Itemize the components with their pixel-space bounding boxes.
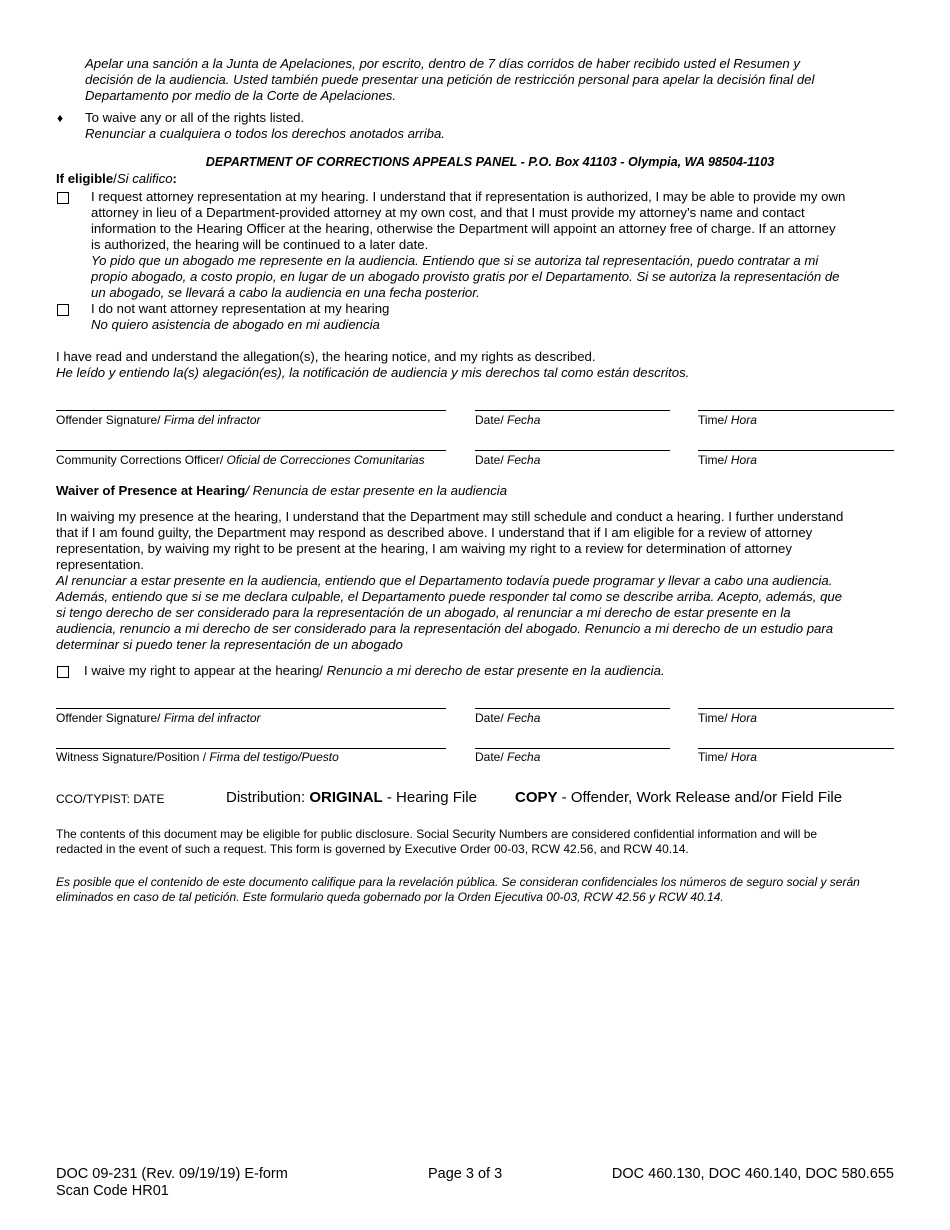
appeal-es-line-3: Departamento por medio de la Corte de Apelaciones.	[85, 88, 397, 103]
offender-signature-line[interactable]	[56, 410, 446, 411]
waive-rights-item	[85, 110, 445, 142]
appeal-text-es	[85, 56, 814, 104]
appeal-es-line-2: decisión de la audiencia. Usted también puede presentar una petición de restricción personal para apelar la decisión final del	[85, 72, 815, 87]
footer-form-id-block	[56, 1166, 288, 1200]
distribution-label: Distribution:	[226, 789, 310, 806]
appeals-panel-address: DEPARTMENT OF CORRECTIONS APPEALS PANEL - P.O. Box 41103 - Olympia, WA 98504-1103	[205, 155, 775, 169]
cco-signature-line[interactable]	[56, 450, 446, 451]
offender-signature-label: Offender Signature/ Firma del infractor	[56, 413, 261, 427]
waive-appearance-en: I waive my right to appear at the hearing/	[84, 663, 327, 678]
distribution-original: ORIGINAL	[309, 789, 383, 806]
appeal-es-line-1: Apelar una sanción a la Junta de Apelaciones, por escrito, dentro de 7 días corridos de haber recibido usted el Resumen y	[85, 56, 800, 71]
waive-appearance-checkbox[interactable]	[57, 666, 69, 678]
offender-date-line[interactable]	[475, 410, 670, 411]
cco-date-label: Date/ Fecha	[475, 453, 541, 467]
waiver-offender-signature-line[interactable]	[56, 708, 446, 709]
eligible-heading	[56, 171, 177, 187]
witness-time-label: Time/ Hora	[698, 750, 757, 764]
waiver-offender-time-label: Time/ Hora	[698, 711, 757, 725]
waive-rights-es: Renunciar a cualquiera o todos los derechos anotados arriba.	[85, 126, 445, 141]
attorney-decline-text	[91, 301, 389, 333]
attorney-decline-checkbox[interactable]	[57, 304, 69, 316]
eligible-colon: :	[172, 171, 177, 186]
cco-time-line[interactable]	[698, 450, 894, 451]
disclosure-en	[56, 827, 817, 857]
distribution-copy	[515, 789, 842, 807]
acknowledgement-es: He leído y entiendo la(s) alegación(es), la notificación de audiencia y mis derechos tal como están descritos.	[56, 365, 690, 380]
footer-form-id: DOC 09-231 (Rev. 09/19/19) E-form	[56, 1166, 288, 1182]
attorney-request-text	[91, 189, 845, 301]
cco-time-label: Time/ Hora	[698, 453, 757, 467]
eligible-en: If eligible	[56, 171, 114, 186]
witness-signature-line[interactable]	[56, 748, 446, 749]
cco-signature-label: Community Corrections Officer/ Oficial de Correcciones Comunitarias	[56, 453, 425, 467]
attorney-decline-es: No quiero asistencia de abogado en mi audiencia	[91, 317, 380, 332]
waive-rights-en: To waive any or all of the rights listed.	[85, 110, 305, 125]
waiver-en-line-4: representation.	[56, 557, 144, 572]
waiver-es-line-4: audiencia, renuncio a mi derecho de ser considerado para la representación del abogado. Renuncio a mi derecho de un estudio para	[56, 621, 834, 636]
waiver-en-line-1: In waiving my presence at the hearing, I understand that the Department may still schedule and conduct a hearing. I further understand	[56, 509, 844, 524]
waiver-es-line-2: Además, entiendo que si se me declara culpable, el Departamento puede responder tal como se describe arriba. Acepto, además, que	[56, 589, 843, 604]
waiver-text	[56, 509, 843, 653]
attorney-request-en-line-1: I request attorney representation at my hearing. I understand that if representation is authorized, I may be able to provide my own	[91, 189, 846, 204]
witness-signature-label: Witness Signature/Position / Firma del testigo/Puesto	[56, 750, 339, 764]
distribution-copy-rest: - Offender, Work Release and/or Field File	[557, 789, 843, 806]
waiver-offender-signature-label: Offender Signature/ Firma del infractor	[56, 711, 261, 725]
attorney-decline-en: I do not want attorney representation at my hearing	[91, 301, 390, 316]
eligible-sep: /	[113, 171, 117, 186]
distribution-original-rest: - Hearing File	[382, 789, 477, 806]
witness-date-line[interactable]	[475, 748, 670, 749]
waiver-es-line-3: si tengo derecho de ser considerado para la representación de un abogado, al renunciar a mi derecho de estar presente en la	[56, 605, 791, 620]
waiver-offender-date-label: Date/ Fecha	[475, 711, 541, 725]
waiver-heading-en: Waiver of Presence at Hearing	[56, 483, 246, 498]
waive-appearance-es: Renuncio a mi derecho de estar presente en la audiencia.	[326, 663, 665, 678]
attorney-request-es-line-1: Yo pido que un abogado me represente en la audiencia. Entiendo que si se autoriza tal representación, puedo contratar a mi	[91, 253, 819, 268]
waiver-en-line-2: that if I am found guilty, the Department may respond as described above. I understand that if I am eligible for a review of attorney	[56, 525, 813, 540]
footer-page-number: Page 3 of 3	[428, 1166, 503, 1182]
offender-time-line[interactable]	[698, 410, 894, 411]
disclosure-es-line-1: Es posible que el contenido de este documento califique para la revelación pública. Se consideran confidenciales los números de seguro social y serán	[56, 875, 860, 889]
waiver-es-line-1: Al renunciar a estar presente en la audiencia, entiendo que el Departamento todavía puede programar y llevar a cabo una audiencia.	[56, 573, 833, 588]
attorney-request-es-line-3: un abogado, se llevará a cabo la audiencia en una fecha posterior.	[91, 285, 480, 300]
distribution-copy-label: COPY	[515, 789, 558, 806]
acknowledgement	[56, 349, 689, 381]
witness-time-line[interactable]	[698, 748, 894, 749]
offender-date-label: Date/ Fecha	[475, 413, 541, 427]
footer-policies: DOC 460.130, DOC 460.140, DOC 580.655	[611, 1166, 894, 1182]
attorney-request-es-line-2: propio abogado, a costo propio, en lugar de un abogado provisto gratis por el Departamento. Si se autoriza la representación de	[91, 269, 840, 284]
attorney-request-en-line-3: information to the Hearing Officer at the hearing, otherwise the Department will appoint an attorney free of charge. If an attorney	[91, 221, 836, 236]
disclosure-en-line-1: The contents of this document may be eligible for public disclosure. Social Security Numbers are considered confidential information and will be	[56, 827, 818, 841]
waiver-heading	[56, 483, 507, 499]
waiver-es-line-5: determinar si puedo tener la representación de un abogado	[56, 637, 403, 652]
acknowledgement-en: I have read and understand the allegation(s), the hearing notice, and my rights as described.	[56, 349, 596, 364]
attorney-request-en-line-4: is authorized, the hearing will be continued to a later date.	[91, 237, 429, 252]
distribution-line	[226, 789, 477, 807]
attorney-request-en-line-2: attorney in lieu of a Department-provided attorney at my own cost, and that I must provide my attorney’s name and contact	[91, 205, 805, 220]
disclosure-es-line-2: eliminados en caso de tal petición. Este formulario queda gobernado por la Orden Ejecutiva 00-03, RCW 42.56 y RCW 40.14.	[56, 890, 724, 904]
cco-date-line[interactable]	[475, 450, 670, 451]
witness-date-label: Date/ Fecha	[475, 750, 541, 764]
waiver-offender-time-line[interactable]	[698, 708, 894, 709]
disclosure-en-line-2: redacted in the event of such a request. This form is governed by Executive Order 00-03, RCW 42.56, and RCW 40.14.	[56, 842, 689, 856]
attorney-request-checkbox[interactable]	[57, 192, 69, 204]
waiver-heading-es: / Renuncia de estar presente en la audiencia	[245, 483, 508, 498]
cco-typist-date: CCO/TYPIST: DATE	[56, 792, 165, 806]
offender-time-label: Time/ Hora	[698, 413, 757, 427]
eligible-es: Si califico	[116, 171, 173, 186]
waiver-offender-date-line[interactable]	[475, 708, 670, 709]
disclosure-es	[56, 875, 860, 905]
waive-appearance-text	[84, 663, 665, 679]
diamond-bullet-icon: ♦	[57, 111, 64, 125]
footer-scan-code: Scan Code HR01	[56, 1183, 169, 1199]
waiver-en-line-3: representation, by waiving my right to be present at the hearing, I am waiving my right to a review for determination of attorney	[56, 541, 792, 556]
